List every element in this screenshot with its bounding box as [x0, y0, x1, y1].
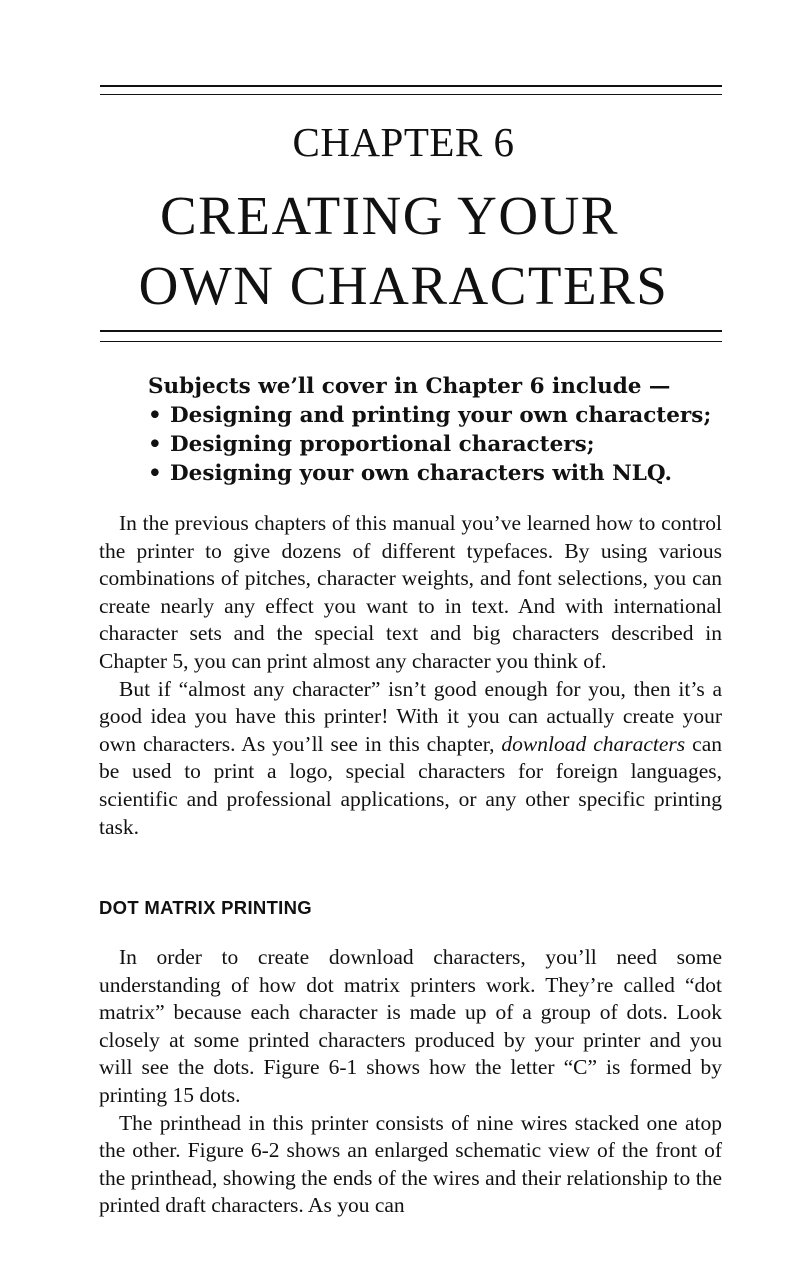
chapter-number: CHAPTER 6 [292, 119, 515, 165]
paragraph: The printhead in this printer consists of nine wires stacked one atop the other. Figure 6-2 shows an enlarged schematic view of the front of the printhead, showing the ends of the wires and their relationship to the printed draft characters. As you can [99, 1110, 722, 1218]
chapter-title-line-1: CREATING YOUR [160, 185, 619, 246]
subject-item [148, 459, 768, 488]
subject-item-text: Designing and printing your own characters; [170, 403, 712, 428]
paragraph [99, 676, 722, 842]
subjects-list [148, 401, 768, 488]
subjects-box [148, 372, 768, 488]
top-rule-upper [100, 85, 722, 87]
bullet-icon: • [148, 403, 162, 428]
subject-item [148, 430, 768, 459]
section-paragraphs [99, 944, 722, 1220]
paragraph: In the previous chapters of this manual you’ve learned how to control the printer to give dozens of different typefaces. By using various combinations of pitches, character weights, and font selections, you can create nearly any effect you want to in text. And with international character sets and the special text and big characters described in Chapter 5, you can print almost any character you think of. [99, 511, 722, 673]
subject-item-text: Designing your own characters with NLQ. [170, 461, 672, 486]
subject-item [148, 401, 768, 430]
bullet-icon: • [148, 432, 162, 457]
subject-item-text: Designing proportional characters; [170, 432, 595, 457]
title-rule-upper [100, 330, 722, 332]
emphasis-term: download characters [501, 731, 686, 756]
top-rule-lower [100, 94, 722, 95]
title-rule-lower [100, 341, 722, 342]
paragraph-text: can be used to print a logo, special characters for foreign languages, scientific and professional applications, or any other specific printing task. [99, 731, 722, 839]
paragraph: In order to create download characters, you’ll need some understanding of how dot matrix printers work. They’re called “dot matrix” because each character is made up of a group of dots. Look closely at some printed characters produced by your printer and you will see the dots. Figure 6-1 shows how the letter “C” is formed by printing 15 dots. [99, 945, 722, 1107]
section-heading: DOT MATRIX PRINTING [99, 897, 312, 918]
intro-paragraphs [99, 510, 722, 841]
bullet-icon: • [148, 461, 162, 486]
paragraph-text: But if “almost any character” isn’t good enough for you, then it’s a good idea you have this printer! With it you can actually create your own characters. As you’ll see in this chapter, [99, 676, 722, 756]
subjects-intro: Subjects we’ll cover in Chapter 6 include — [148, 374, 671, 399]
chapter-title-line-2: OWN CHARACTERS [138, 255, 669, 316]
